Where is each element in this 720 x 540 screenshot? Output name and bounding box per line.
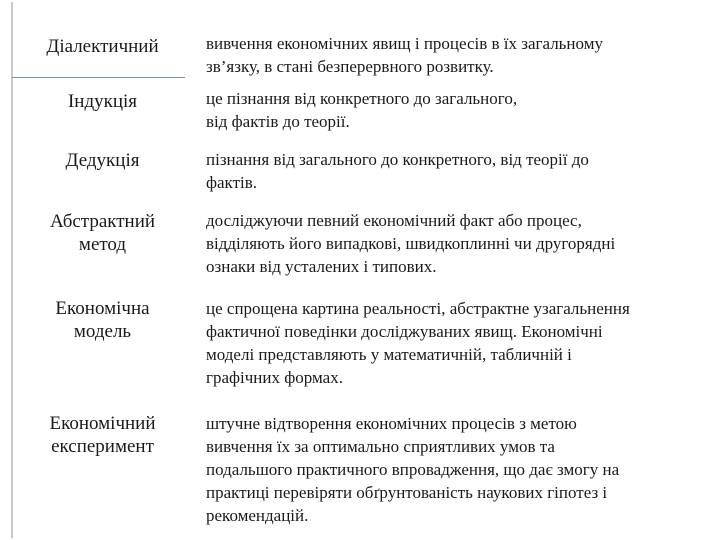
description-deduction: пізнання від загального до конкретного, від теорії до фактів.	[206, 150, 589, 192]
description-economic-model: це спрощена картина реальності, абстрактне узагальнення фактичної поведінки досліджуваних явищ. Економічні моделі представляють у математичній, табличній і графічних формах.	[206, 299, 630, 387]
term-abstract-method: Абстрактний метод	[49, 211, 156, 255]
description-dialectical: вивчення економічних явищ і процесів в їх загальному зв’язку, в стані безперервного розвитку.	[206, 34, 603, 76]
term-economic-model: Економічна модель	[55, 298, 150, 342]
term-induction: Індукція	[67, 91, 138, 112]
description-economic-experiment: штучне відтворення економічних процесів з метою вивчення їх за оптимально сприятливих умов та подальшого практичного впровадження, що дає змогу на практиці перевіряти обґрунтованість наукових гіпотез і рекомендацій.	[206, 414, 620, 525]
term-economic-experiment: Економічний експеримент	[49, 413, 156, 457]
term-deduction: Дедукція	[65, 150, 140, 171]
left-border-line	[11, 2, 13, 538]
term-dialectical: Діалектичний	[46, 36, 159, 57]
header-divider-line	[12, 77, 185, 78]
description-induction: це пізнання від конкретного до загального, від фактів до теорії.	[206, 89, 518, 131]
description-abstract-method: досліджуючи певний економічний факт або процес, відділяють його випадкові, швидкоплинні чи другорядні ознаки від усталених і типових.	[206, 211, 616, 276]
